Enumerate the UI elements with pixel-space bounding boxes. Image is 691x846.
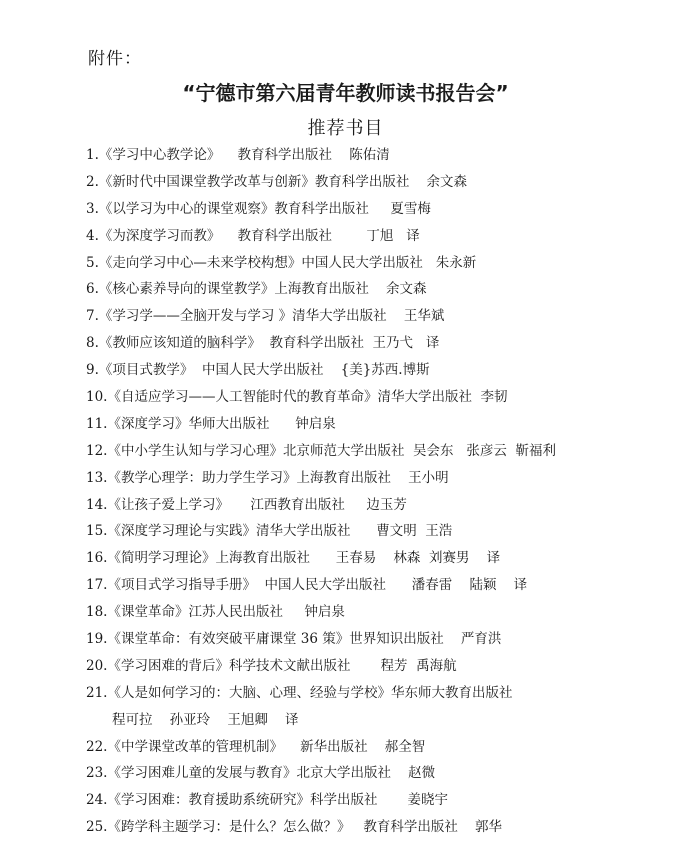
book-item-7: 7.《学习学——全脑开发与学习 》清华大学出版社 王华斌	[86, 308, 445, 325]
book-item-21: 21.《人是如何学习的：大脑、心理、经验与学校》华东师大教育出版社	[86, 684, 513, 701]
book-item-1: 1.《学习中心教学论》 教育科学出版社 陈佑清	[86, 147, 390, 163]
book-item-4: 4.《为深度学习而教》 教育科学出版社 丁旭 译	[86, 227, 420, 244]
book-item-14: 14.《让孩子爱上学习》 江西教育出版社 边玉芳	[86, 496, 407, 513]
book-item-22: 22.《中学课堂改革的管理机制》 新华出版社 郝全智	[86, 738, 426, 755]
book-item-10: 10.《自适应学习——人工智能时代的教育革命》清华大学出版社 李韧	[86, 389, 508, 406]
book-item-17: 17.《项目式学习指导手册》 中国人民大学出版社 潘春雷 陆颖 译	[86, 577, 528, 594]
document-subtitle: 推荐书目	[307, 118, 384, 139]
book-item-18: 18.《课堂革命》江苏人民出版社 钟启泉	[86, 604, 345, 621]
book-item-16: 16.《简明学习理论》上海教育出版社 王春易 林森 刘赛男 译	[86, 550, 501, 567]
book-item-20: 20.《学习困难的背后》科学技术文献出版社 程芳 禹海航	[86, 657, 457, 674]
book-item-21-authors: 程可拉 孙亚玲 王旭卿 译	[112, 711, 299, 728]
book-item-9: 9.《项目式教学》 中国人民大学出版社 {美}苏西.博斯	[86, 362, 430, 379]
book-item-13: 13.《教学心理学：助力学生学习》上海教育出版社 王小明	[86, 469, 449, 486]
book-item-12: 12.《中小学生认知与学习心理》北京师范大学出版社 吴会东 张彦云 靳福利	[86, 442, 557, 459]
book-list	[86, 142, 676, 841]
book-item-3: 3.《以学习为中心的课堂观察》教育科学出版社 夏雪梅	[86, 200, 431, 217]
book-item-8: 8.《教师应该知道的脑科学》 教育科学出版社 王乃弋 译	[86, 335, 440, 352]
book-item-6: 6.《核心素养导向的课堂教学》上海教育出版社 余文森	[86, 281, 427, 298]
book-item-15: 15.《深度学习理论与实践》清华大学出版社 曹文明 王浩	[86, 523, 453, 540]
book-item-2: 2.《新时代中国课堂教学改革与创新》教育科学出版社 余文森	[86, 173, 468, 190]
book-item-5: 5.《走向学习中心—未来学校构想》中国人民大学出版社 朱永新	[86, 254, 477, 271]
book-item-25: 25.《跨学科主题学习：是什么？怎么做？》 教育科学出版社 郭华	[86, 819, 503, 836]
book-item-11: 11.《深度学习》华师大出版社 钟启泉	[86, 415, 336, 432]
book-item-19: 19.《课堂革命：有效突破平庸课堂 36 策》世界知识出版社 严育洪	[86, 631, 502, 648]
attachment-label: 附件：	[88, 49, 142, 69]
book-item-23: 23.《学习困难儿童的发展与教育》北京大学出版社 赵微	[86, 765, 436, 782]
book-item-24: 24.《学习困难：教育援助系统研究》科学出版社 姜晓宇	[86, 792, 449, 809]
document-title: “宁德市第六届青年教师读书报告会”	[182, 81, 509, 105]
